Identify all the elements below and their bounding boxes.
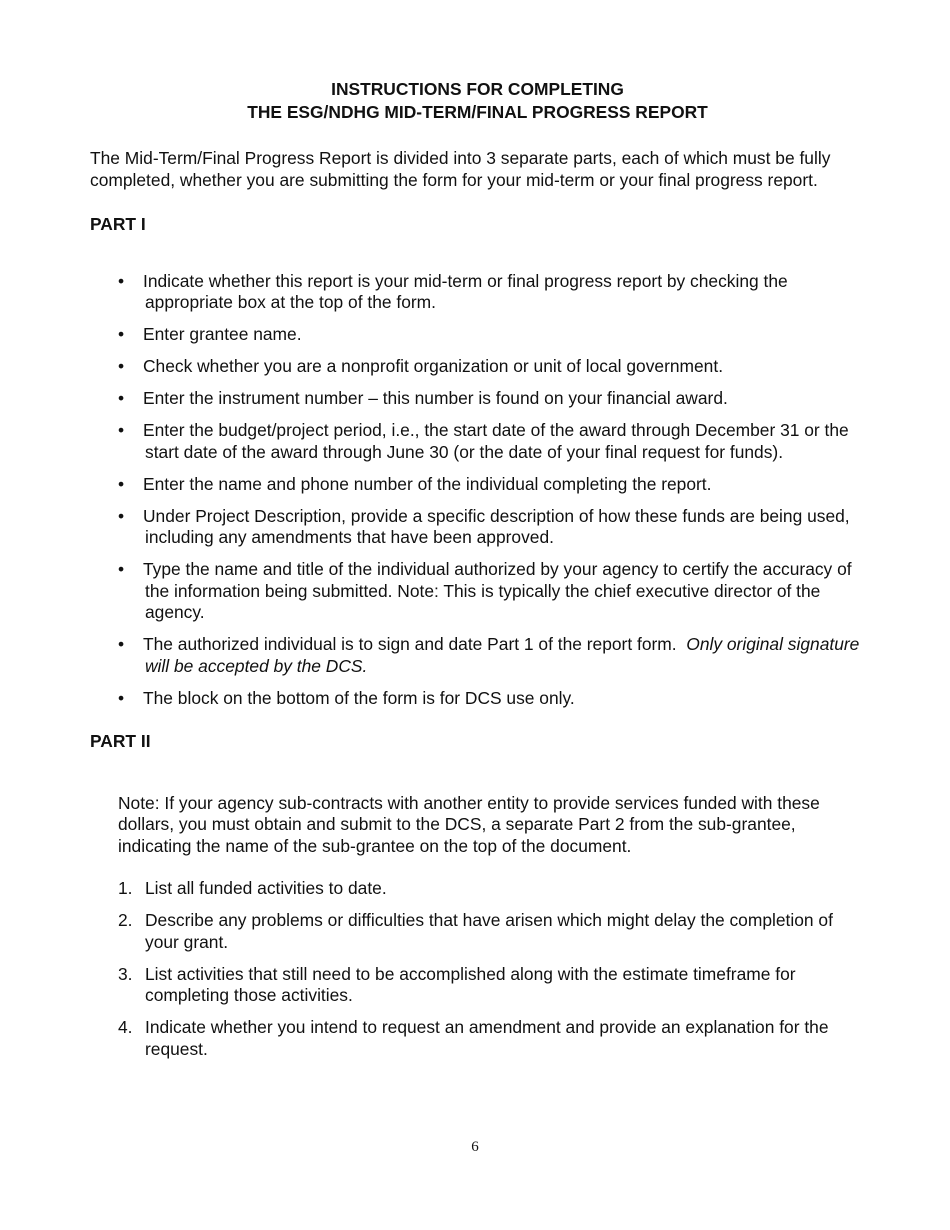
bullet-icon: • xyxy=(118,559,125,579)
document-page xyxy=(90,78,865,1071)
bullet-icon: • xyxy=(118,356,125,376)
list-item-text: Check whether you are a nonprofit organization or unit of local government. xyxy=(143,356,724,376)
bullet-icon: • xyxy=(118,505,125,526)
list-item-text-italic: Only original signature will be accepted by the DCS. xyxy=(145,634,860,676)
list-item-text: Enter the instrument number – this number is found on your financial award. xyxy=(143,388,728,408)
list-item-text: List all funded activities to date. xyxy=(145,878,387,898)
list-item-text: Under Project Description, provide a specific description of how these funds are being used, including any amendments that have been approved. xyxy=(143,505,850,547)
intro-paragraph: The Mid-Term/Final Progress Report is divided into 3 separate parts, each of which must be fully completed, whether you are submitting the form for your mid-term or your final progress report. xyxy=(90,148,831,190)
list-item-number: 2. xyxy=(118,910,133,930)
list-item-text: List activities that still need to be accomplished along with the estimate timeframe for completing those activities. xyxy=(145,963,796,1005)
list-item-text: Enter the budget/project period, i.e., the start date of the award through December 31 or the start date of the award through June 30 (or the date of your final request for funds). xyxy=(143,420,849,462)
bullet-icon: • xyxy=(118,473,125,494)
bullet-icon: • xyxy=(118,324,125,344)
list-item xyxy=(90,910,865,953)
bullet-icon: • xyxy=(118,270,125,291)
list-item-text: Enter the name and phone number of the individual completing the report. xyxy=(143,473,712,494)
list-item xyxy=(90,559,865,624)
bullet-icon: • xyxy=(118,634,125,654)
list-item-text: Indicate whether this report is your mid-term or final progress report by checking the appropriate box at the top of the form. xyxy=(143,270,788,312)
list-item xyxy=(90,388,865,410)
list-item xyxy=(90,356,865,378)
document-title-line-1: INSTRUCTIONS FOR COMPLETING xyxy=(331,79,624,99)
list-item-number: 1. xyxy=(118,878,133,898)
list-item xyxy=(90,1017,865,1060)
list-item xyxy=(90,324,865,346)
list-item xyxy=(90,271,865,314)
part2-heading: PART II xyxy=(90,731,151,751)
list-item xyxy=(90,474,865,496)
list-item xyxy=(90,688,865,710)
list-item xyxy=(90,420,865,463)
list-item xyxy=(90,964,865,1007)
list-item-text xyxy=(145,634,865,677)
part2-numbered-list xyxy=(90,878,865,1060)
list-item-number: 3. xyxy=(118,963,133,984)
bullet-icon: • xyxy=(118,687,125,708)
list-item xyxy=(90,506,865,549)
part2-note: Note: If your agency sub-contracts with another entity to provide services funded with these dollars, you must obtain and submit to the DCS, a separate Part 2 from the sub-grantee, indicating the name of the sub-grantee on the top of the document. xyxy=(118,792,820,856)
page-number: 6 xyxy=(471,1139,479,1155)
list-item xyxy=(90,878,865,900)
list-item xyxy=(90,634,865,677)
list-item-text: The block on the bottom of the form is for DCS use only. xyxy=(143,687,575,708)
list-item-text: Type the name and title of the individual authorized by your agency to certify the accuracy of the information being submitted. Note: This is typically the chief executive director of the agency. xyxy=(143,559,852,622)
list-item-text-plain: The authorized individual is to sign and date Part 1 of the report form. xyxy=(143,634,677,654)
bullet-icon: • xyxy=(118,420,125,440)
list-item-number: 4. xyxy=(118,1017,133,1037)
document-title-line-2: THE ESG/NDHG MID-TERM/FINAL PROGRESS REPORT xyxy=(247,101,708,122)
part1-heading: PART I xyxy=(90,214,146,234)
list-item-text: Enter grantee name. xyxy=(143,324,302,344)
list-item-text: Describe any problems or difficulties that have arisen which might delay the completion of your grant. xyxy=(145,910,833,952)
bullet-icon: • xyxy=(118,388,125,408)
list-item-text: Indicate whether you intend to request an amendment and provide an explanation for the request. xyxy=(145,1017,829,1059)
part1-bullet-list xyxy=(90,271,865,710)
